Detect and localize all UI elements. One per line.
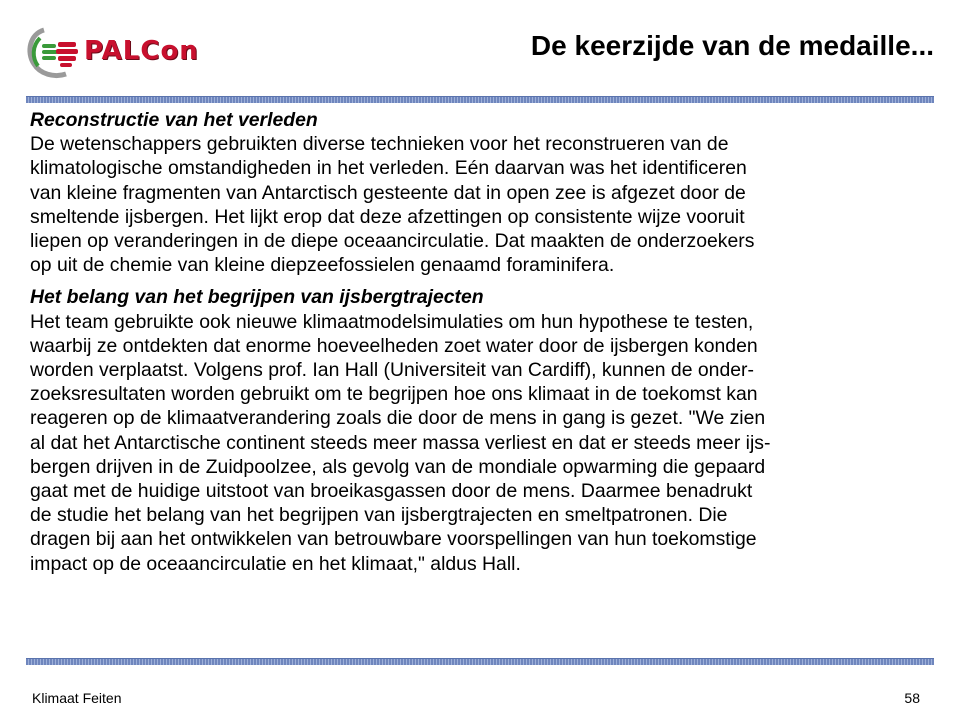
page-number: 58 [904, 690, 920, 706]
text-line: liepen op veranderingen in de diepe oceaancirculatie. Dat maakten de onderzoekers [30, 230, 755, 253]
slide-title: De keerzijde van de medaille... [530, 30, 934, 61]
text-line: Het team gebruikte ook nieuwe klimaatmodelsimulaties om hun hypothese te testen, [30, 310, 754, 333]
section-heading: Reconstructie van het verleden [30, 109, 318, 131]
text-line: de studie het belang van het begrijpen van ijsbergtrajecten en smeltpatronen. Die [30, 504, 728, 527]
text-line: al dat het Antarctische continent steeds meer massa verliest en dat er steeds meer ijs- [30, 431, 771, 454]
text-line: gaat met de huidige uitstoot van broeikasgassen door de mens. Daarmee benadrukt [30, 480, 753, 503]
text-line: De wetenschappers gebruikten diverse technieken voor het reconstrueren van de [30, 133, 729, 156]
palcon-logo [22, 24, 222, 84]
section-ijsbergtrajecten [30, 285, 945, 575]
text-line: bergen drijven in de Zuidpoolzee, als gevolg van de mondiale opwarming die gepaard [30, 455, 766, 478]
text-line: reageren op de klimaatverandering zoals die door de mens in gang is gezet. "We zien [30, 407, 766, 430]
bottom-divider [26, 658, 934, 665]
text-line: impact op de oceaancirculatie en het klimaat," aldus Hall. [30, 552, 521, 575]
text-line: waarbij ze ontdekten dat enorme hoeveelheden zoet water door de ijsbergen konden [30, 334, 758, 357]
paragraph [30, 310, 945, 576]
footer-title: Klimaat Feiten [32, 690, 122, 706]
text-line: van kleine fragmenten van Antarctisch gesteente dat in open zee is afgezet door de [30, 181, 746, 204]
text-line: zoeksresultaten worden gebruikt om te begrijpen hoe ons klimaat in de toekomst kan [30, 383, 758, 406]
section-heading: Het belang van het begrijpen van ijsbergtrajecten [30, 286, 484, 309]
top-divider [26, 96, 934, 103]
logo-text: PALCon [84, 36, 199, 66]
text-line: op uit de chemie van kleine diepzeefossielen genaamd foraminifera. [30, 254, 615, 277]
slide-content [30, 108, 945, 576]
paragraph [30, 132, 945, 277]
text-line: smeltende ijsbergen. Het lijkt erop dat deze afzettingen op consistente wijze vooruit [30, 205, 745, 228]
section-reconstructie [30, 108, 945, 277]
palcon-hands-logo-icon [22, 24, 92, 84]
text-line: dragen bij aan het ontwikkelen van betrouwbare voorspellingen van hun toekomstige [30, 528, 757, 551]
text-line: klimatologische omstandigheden in het verleden. Eén daarvan was het identificeren [30, 157, 747, 180]
text-line: worden verplaatst. Volgens prof. Ian Hall (Universiteit van Cardiff), kunnen de onder- [30, 359, 754, 382]
